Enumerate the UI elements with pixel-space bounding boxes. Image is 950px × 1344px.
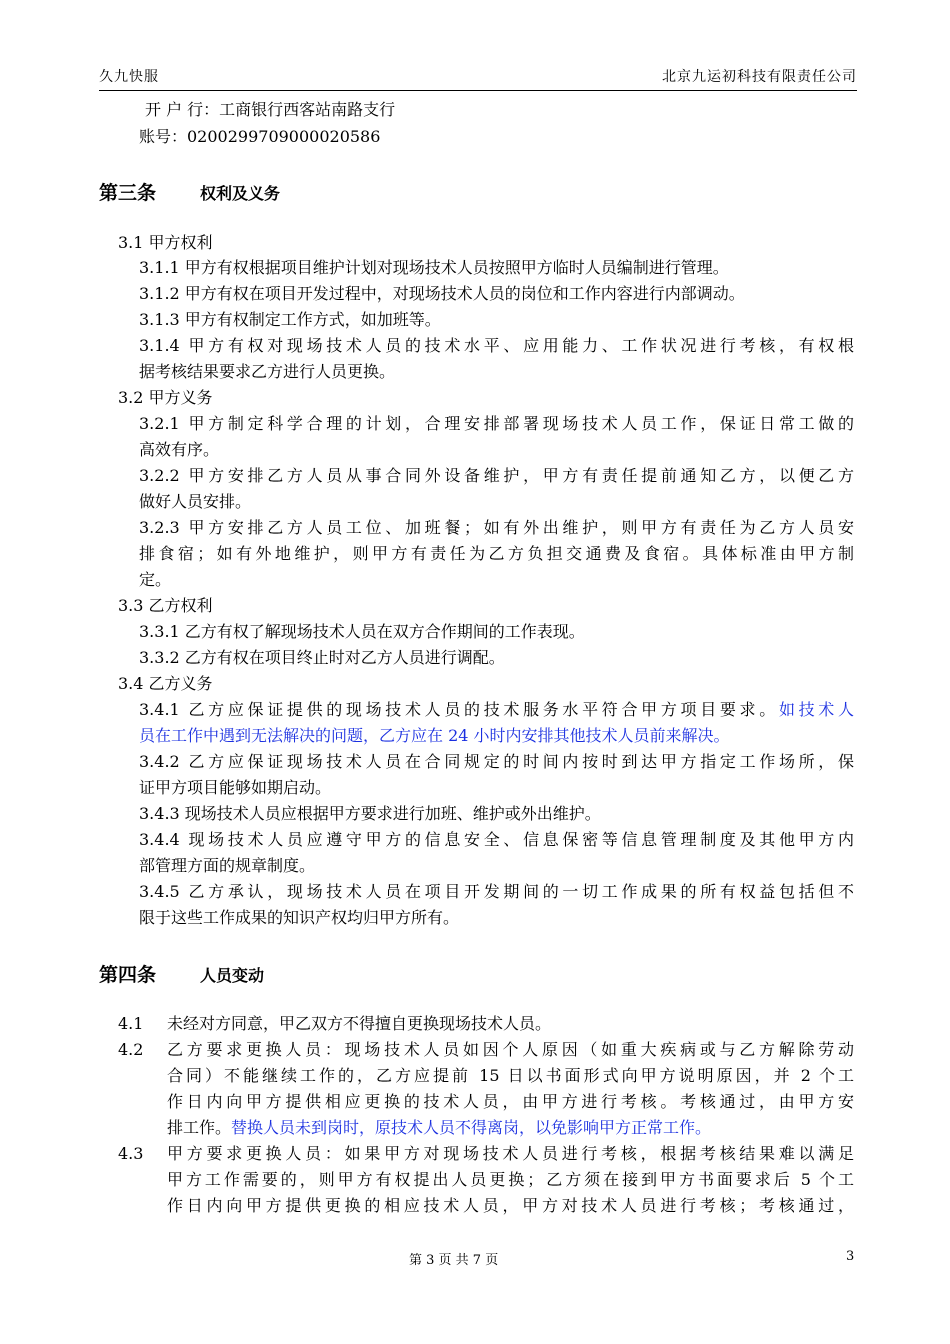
clause-4-1-number: 4.1 bbox=[118, 1014, 144, 1033]
clause-3-4-4 bbox=[139, 829, 854, 851]
clause-3-1-3: 3.1.3 甲方有权制定工作方式，如加班等。 bbox=[139, 310, 441, 329]
section3-number: 第三条 bbox=[99, 182, 157, 204]
clause-4-2-line1: 乙方要求更换人员：现场技术人员如因个人原因（如重大疾病或与乙方解除劳动 bbox=[167, 1040, 854, 1059]
header-company-full: 北京九运初科技有限责任公司 bbox=[662, 69, 857, 85]
clause-3-4-5-line2: 限于这些工作成果的知识产权均归甲方所有。 bbox=[139, 908, 460, 927]
clause-4-3-l2 bbox=[167, 1169, 854, 1191]
clause-3-1: 3.1 甲方权利 bbox=[118, 233, 213, 252]
clause-3-2-3-line2: 排食宿；如有外地维护，则甲方有责任为乙方负担交通费及食宿。具体标准由甲方制 bbox=[139, 544, 854, 563]
section4-title: 人员变动 bbox=[200, 966, 265, 985]
clause-3-4-1-line1 bbox=[139, 699, 854, 721]
clause-3-4-2 bbox=[139, 751, 854, 773]
clause-4-3-l1 bbox=[167, 1143, 854, 1165]
clause-4-3-line1: 甲方要求更换人员：如果甲方对现场技术人员进行考核，根据考核结果难以满足 bbox=[167, 1144, 854, 1163]
clause-3-1-1: 3.1.1 甲方有权根据项目维护计划对现场技术人员按照甲方临时人员编制进行管理。 bbox=[139, 258, 729, 277]
clause-3-4-1-black: 3.4.1 乙方应保证提供的现场技术人员的技术服务水平符合甲方项目要求。 bbox=[139, 700, 779, 719]
clause-4-3-line2: 甲方工作需要的，则甲方有权提出人员更换；乙方须在接到甲方书面要求后 5 个工 bbox=[167, 1170, 854, 1189]
clause-3-2-1-line1: 3.2.1 甲方制定科学合理的计划，合理安排部署现场技术人员工作，保证日常工做的 bbox=[139, 414, 854, 433]
clause-3-4-2-line2: 证甲方项目能够如期启动。 bbox=[139, 778, 332, 797]
clause-4-3-number: 4.3 bbox=[118, 1144, 144, 1163]
clause-3-4-2-line1: 3.4.2 乙方应保证现场技术人员在合同规定的时间内按时到达甲方指定工作场所，保 bbox=[139, 752, 854, 771]
clause-3-2-2-line2: 做好人员安排。 bbox=[139, 492, 252, 511]
clause-3-4-5-line1: 3.4.5 乙方承认，现场技术人员在项目开发期间的一切工作成果的所有权益包括但不 bbox=[139, 882, 854, 901]
clause-3-2-2 bbox=[139, 465, 854, 487]
clause-3-4-4-line1: 3.4.4 现场技术人员应遵守甲方的信息安全、信息保密等信息管理制度及其他甲方内 bbox=[139, 830, 854, 849]
clause-3-2-3-line3: 定。 bbox=[139, 570, 172, 589]
clause-3-4: 3.4 乙方义务 bbox=[118, 674, 213, 693]
clause-3-2-3-l2 bbox=[139, 543, 854, 565]
clause-4-3-line3: 作日内向甲方提供更换的相应技术人员，甲方对技术人员进行考核；考核通过， bbox=[167, 1196, 854, 1215]
header-company-short: 久九快服 bbox=[99, 69, 159, 85]
header-divider bbox=[99, 90, 857, 91]
clause-3-2-1-line2: 高效有序。 bbox=[139, 440, 220, 459]
clause-4-3-l3 bbox=[167, 1195, 854, 1217]
section4-number: 第四条 bbox=[99, 964, 157, 986]
clause-3-3-2: 3.3.2 乙方有权在项目终止时对乙方人员进行调配。 bbox=[139, 648, 505, 667]
clause-3-4-1-highlight: 如技术人 bbox=[778, 700, 854, 719]
clause-4-2-line4-black: 排工作。 bbox=[167, 1118, 232, 1137]
clause-4-2-l1 bbox=[167, 1039, 854, 1061]
clause-4-2-line4 bbox=[167, 1117, 711, 1139]
clause-3-1-4-line1: 3.1.4 甲方有权对现场技术人员的技术水平、应用能力、工作状况进行考核，有权根 bbox=[139, 336, 854, 355]
clause-3-4-1 bbox=[139, 699, 854, 721]
clause-3-2-2-line1: 3.2.2 甲方安排乙方人员从事合同外设备维护，甲方有责任提前通知乙方，以便乙方 bbox=[139, 466, 854, 485]
clause-3-3: 3.3 乙方权利 bbox=[118, 596, 213, 615]
clause-4-2-line2: 合同）不能继续工作的，乙方应提前 15 日以书面形式向甲方说明原因，并 2 个工 bbox=[167, 1066, 854, 1085]
clause-3-2: 3.2 甲方义务 bbox=[118, 388, 213, 407]
clause-3-2-3 bbox=[139, 517, 854, 539]
footer-page-count: 第 3 页 共 7 页 bbox=[409, 1253, 499, 1268]
clause-3-4-5 bbox=[139, 881, 854, 903]
clause-4-2-l2 bbox=[167, 1065, 854, 1087]
clause-4-2-line3: 作日内向甲方提供相应更换的技术人员，由甲方进行考核。考核通过，由甲方安 bbox=[167, 1092, 854, 1111]
clause-4-2-l3 bbox=[167, 1091, 854, 1113]
bank-account: 账号：0200299709000020586 bbox=[139, 127, 381, 146]
footer-page-number: 3 bbox=[846, 1249, 855, 1264]
clause-3-2-1 bbox=[139, 413, 854, 435]
clause-3-1-2: 3.1.2 甲方有权在项目开发过程中，对现场技术人员的岗位和工作内容进行内部调动。 bbox=[139, 284, 745, 303]
clause-4-1: 未经对方同意，甲乙双方不得擅自更换现场技术人员。 bbox=[167, 1014, 552, 1033]
bank-name: 开 户 行：工商银行西客站南路支行 bbox=[145, 100, 396, 119]
section3-title: 权利及义务 bbox=[200, 184, 281, 203]
clause-4-2-highlight: 替换人员未到岗时，原技术人员不得离岗，以免影响甲方正常工作。 bbox=[231, 1118, 712, 1137]
clause-3-3-1: 3.3.1 乙方有权了解现场技术人员在双方合作期间的工作表现。 bbox=[139, 622, 585, 641]
clause-3-4-4-line2: 部管理方面的规章制度。 bbox=[139, 856, 316, 875]
clause-3-1-4-line2: 据考核结果要求乙方进行人员更换。 bbox=[139, 362, 396, 381]
clause-4-2-number: 4.2 bbox=[118, 1040, 144, 1059]
clause-3-2-3-line1: 3.2.3 甲方安排乙方人员工位、加班餐；如有外出维护，则甲方有责任为乙方人员安 bbox=[139, 518, 854, 537]
clause-3-4-1-line2: 员在工作中遇到无法解决的问题，乙方应在 24 小时内安排其他技术人员前来解决。 bbox=[139, 726, 730, 745]
clause-3-4-3: 3.4.3 现场技术人员应根据甲方要求进行加班、维护或外出维护。 bbox=[139, 804, 601, 823]
clause-3-1-4 bbox=[139, 335, 854, 357]
